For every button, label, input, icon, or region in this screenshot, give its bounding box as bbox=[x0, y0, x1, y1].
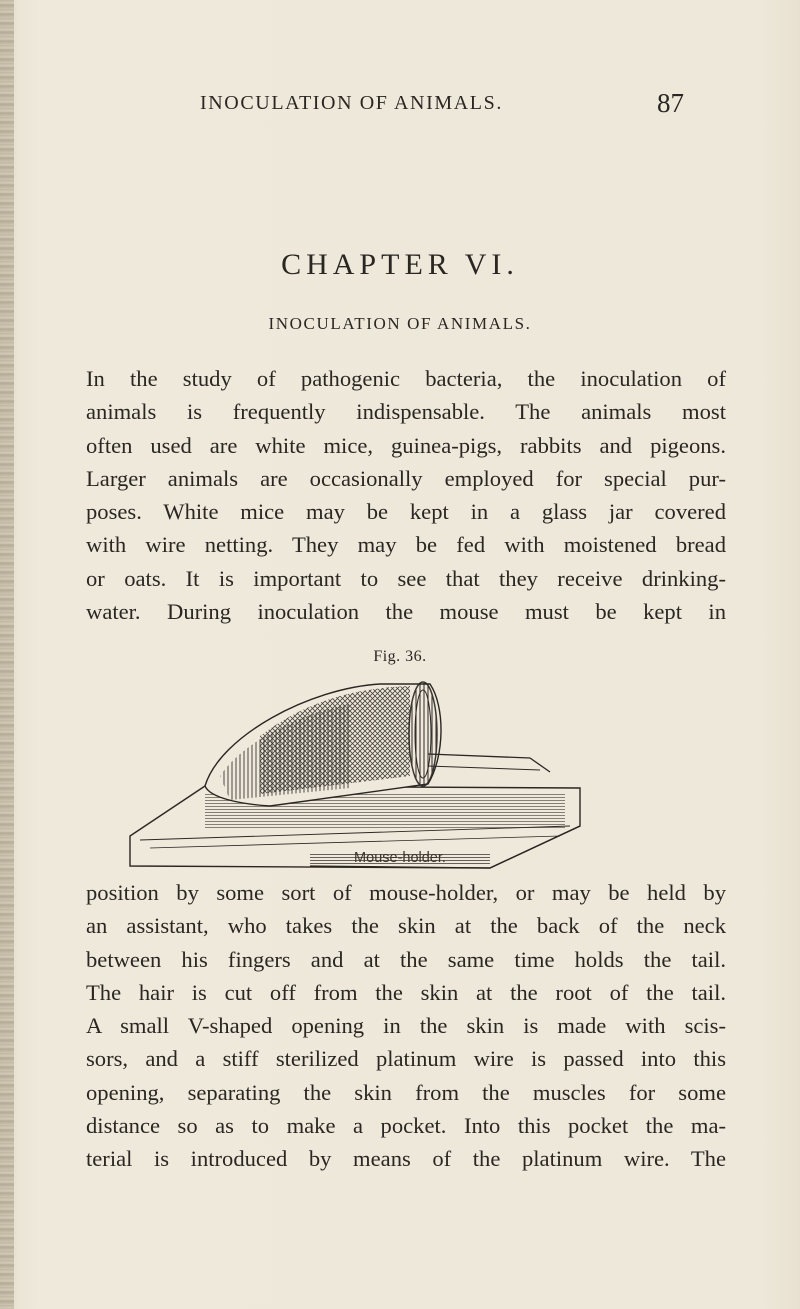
text-line: distance so as to make a pocket. Into this pocket the ma- bbox=[86, 1113, 726, 1139]
text-line: animals is frequently indispensable. The animals most bbox=[86, 399, 726, 425]
paragraph-2 bbox=[86, 876, 726, 1176]
text-line: terial is introduced by means of the platinum wire. The bbox=[86, 1146, 726, 1172]
text-line: position by some sort of mouse-holder, or may be held by bbox=[86, 880, 726, 905]
running-head-title: INOCULATION OF ANIMALS. bbox=[200, 92, 503, 114]
text-line: opening, separating the skin from the muscles for some bbox=[86, 1079, 726, 1105]
text-line: Larger animals are occasionally employed for special pur- bbox=[86, 465, 726, 491]
paragraph-1 bbox=[86, 362, 726, 628]
section-title: INOCULATION OF ANIMALS. bbox=[268, 314, 532, 333]
running-head bbox=[0, 88, 800, 122]
page-number: 87 bbox=[657, 88, 684, 118]
wire-cylinder bbox=[205, 682, 441, 806]
text-line: often used are white mice, guinea-pigs, rabbits and pigeons. bbox=[86, 432, 726, 458]
text-line: The hair is cut off from the skin at the root of the tail. bbox=[86, 979, 726, 1005]
slide-rod bbox=[428, 754, 550, 772]
text-line: water. During inoculation the mouse must be kept in bbox=[86, 599, 726, 625]
chapter-heading: CHAPTER VI. bbox=[281, 248, 519, 281]
figure-label: Fig. 36. bbox=[373, 648, 427, 665]
text-line: In the study of pathogenic bacteria, the inoculation of bbox=[86, 366, 726, 391]
text-line: sors, and a stiff sterilized platinum wire is passed into this bbox=[86, 1046, 726, 1072]
text-line: an assistant, who takes the skin at the back of the neck bbox=[86, 913, 726, 939]
text-line: with wire netting. They may be fed with moistened bread bbox=[86, 532, 726, 558]
figure-caption: Mouse-holder. bbox=[354, 850, 446, 866]
text-line: A small V-shaped opening in the skin is made with scis- bbox=[86, 1013, 726, 1039]
text-line: or oats. It is important to see that they receive drinking- bbox=[86, 565, 726, 591]
text-line: poses. White mice may be kept in a glass jar covered bbox=[86, 499, 726, 525]
text-line: between his fingers and at the same time holds the tail. bbox=[86, 946, 726, 972]
